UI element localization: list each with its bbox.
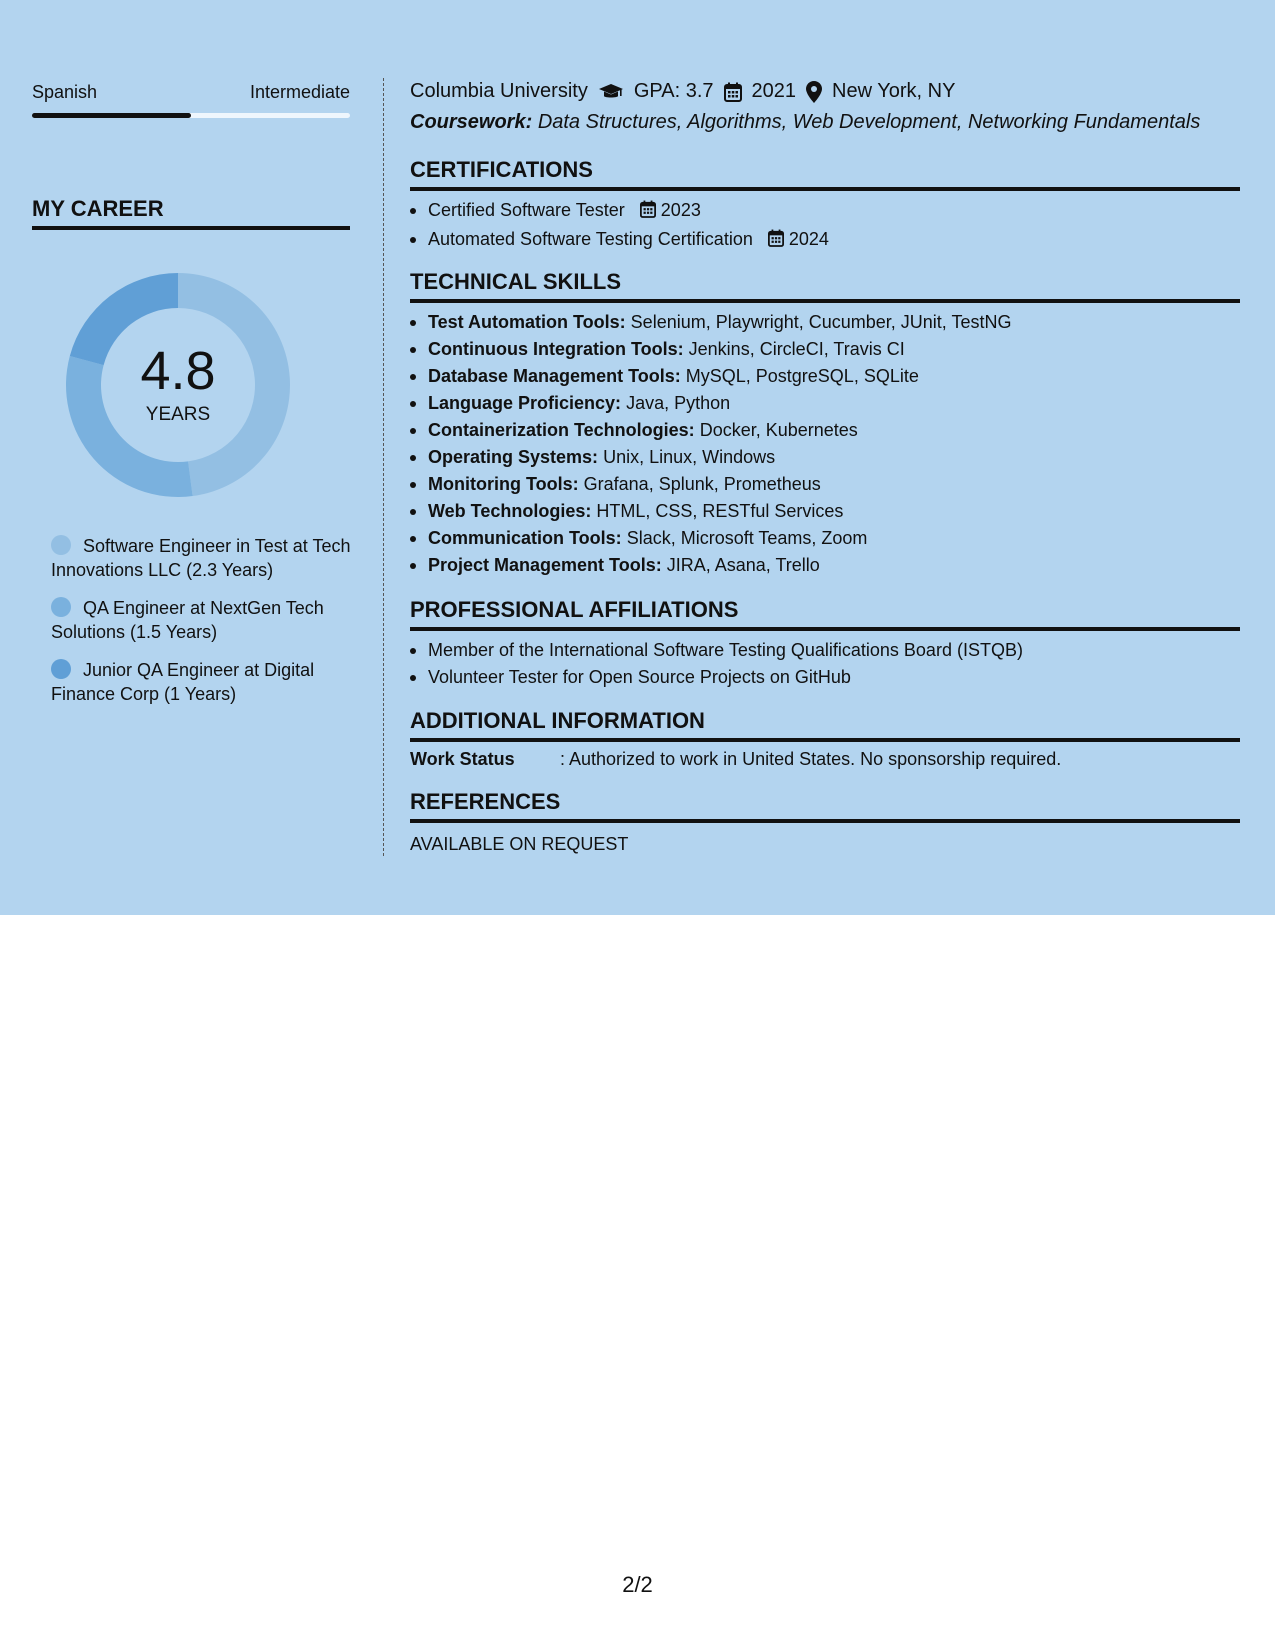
skill-value: JIRA, Asana, Trello <box>666 555 820 575</box>
list-item <box>428 197 829 226</box>
list-item <box>428 444 1011 471</box>
language-proficiency-fill <box>32 113 191 118</box>
affiliations-rule <box>410 627 1240 631</box>
skill-label: Test Automation Tools: <box>428 312 626 332</box>
graduation-year: 2021 <box>751 80 797 102</box>
list-item <box>428 309 1011 336</box>
references-text: AVAILABLE ON REQUEST <box>410 834 629 854</box>
skill-label: Database Management Tools: <box>428 366 681 386</box>
career-heading-rule <box>32 226 350 230</box>
list-item <box>428 498 1011 525</box>
gpa: GPA: 3.7 <box>633 80 714 102</box>
skill-value: Java, Python <box>626 393 731 413</box>
list-item <box>428 336 1011 363</box>
legend-item <box>51 596 351 644</box>
list-item <box>428 471 1011 498</box>
certifications-list <box>428 197 829 255</box>
work-status-value: : Authorized to work in United States. No sponsorship required. <box>560 749 1062 769</box>
career-donut-center <box>66 273 290 497</box>
skill-value: Jenkins, CircleCI, Travis CI <box>688 339 905 359</box>
location-pin-icon <box>806 81 822 103</box>
skill-label: Communication Tools: <box>428 528 622 548</box>
legend-label: Junior QA Engineer at Digital Finance Corp (1 Years) <box>51 660 315 704</box>
skill-value: Docker, Kubernetes <box>699 420 858 440</box>
coursework-label: Coursework: <box>410 111 533 133</box>
education-line <box>410 80 955 103</box>
legend-item <box>51 534 351 582</box>
skill-label: Continuous Integration Tools: <box>428 339 684 359</box>
calendar-icon <box>724 82 742 102</box>
skill-label: Project Management Tools: <box>428 555 662 575</box>
language-level: Intermediate <box>249 82 350 102</box>
calendar-icon <box>640 199 656 226</box>
certification-name: Certified Software Tester <box>428 200 625 220</box>
language-name: Spanish <box>32 82 98 102</box>
technical-skills-heading: TECHNICAL SKILLS <box>410 269 622 294</box>
additional-info-heading: ADDITIONAL INFORMATION <box>410 708 705 733</box>
legend-dot <box>51 597 71 617</box>
certifications-heading: CERTIFICATIONS <box>410 157 593 182</box>
skill-label: Language Proficiency: <box>428 393 622 413</box>
skill-value: MySQL, PostgreSQL, SQLite <box>685 366 919 386</box>
skill-value: Slack, Microsoft Teams, Zoom <box>626 528 868 548</box>
column-divider <box>383 78 384 856</box>
list-item <box>428 390 1011 417</box>
list-item <box>428 525 1011 552</box>
skill-value: Selenium, Playwright, Cucumber, JUnit, TestNG <box>630 312 1012 332</box>
legend-label: Software Engineer in Test at Tech Innovations LLC (2.3 Years) <box>51 536 351 580</box>
technical-skills-rule <box>410 299 1240 303</box>
affiliations-heading: PROFESSIONAL AFFILIATIONS <box>410 597 739 622</box>
page-indicator: 2/2 <box>622 1572 653 1597</box>
list-item <box>428 226 829 255</box>
career-heading: MY CAREER <box>32 196 164 221</box>
skill-label: Containerization Technologies: <box>428 420 695 440</box>
technical-skills-list <box>428 309 1011 579</box>
affiliations-list <box>428 637 1023 691</box>
school-location: New York, NY <box>832 80 956 102</box>
references-heading: REFERENCES <box>410 789 561 814</box>
coursework-list: Data Structures, Algorithms, Web Development, Networking Fundamentals <box>537 111 1201 133</box>
references-rule <box>410 819 1240 823</box>
school-name: Columbia University <box>410 80 588 102</box>
additional-info-rule <box>410 738 1240 742</box>
career-legend <box>51 534 351 720</box>
skill-label: Monitoring Tools: <box>428 474 579 494</box>
calendar-icon <box>768 228 784 255</box>
skill-value: Grafana, Splunk, Prometheus <box>583 474 821 494</box>
language-proficiency-bar <box>32 113 350 118</box>
list-item <box>428 363 1011 390</box>
legend-dot <box>51 535 71 555</box>
career-total-years: 4.8 <box>140 341 216 401</box>
skill-value: Unix, Linux, Windows <box>603 447 776 467</box>
certification-year: 2024 <box>788 229 829 249</box>
work-status-label: Work Status <box>410 749 515 769</box>
career-total-unit: YEARS <box>145 404 211 425</box>
list-item <box>428 552 1011 579</box>
legend-item <box>51 658 351 706</box>
certifications-rule <box>410 187 1240 191</box>
graduation-cap-icon <box>598 83 624 101</box>
list-item: Member of the International Software Testing Qualifications Board (ISTQB) <box>428 637 1023 664</box>
language-row <box>32 82 350 103</box>
legend-label: QA Engineer at NextGen Tech Solutions (1.5 Years) <box>51 598 324 642</box>
skill-value: HTML, CSS, RESTful Services <box>596 501 844 521</box>
skill-label: Operating Systems: <box>428 447 599 467</box>
list-item: Volunteer Tester for Open Source Projects on GitHub <box>428 664 1023 691</box>
work-status-row <box>410 749 1061 770</box>
certification-year: 2023 <box>660 200 701 220</box>
coursework <box>410 111 1200 134</box>
certification-name: Automated Software Testing Certification <box>428 229 753 249</box>
list-item <box>428 417 1011 444</box>
skill-label: Web Technologies: <box>428 501 592 521</box>
legend-dot <box>51 659 71 679</box>
